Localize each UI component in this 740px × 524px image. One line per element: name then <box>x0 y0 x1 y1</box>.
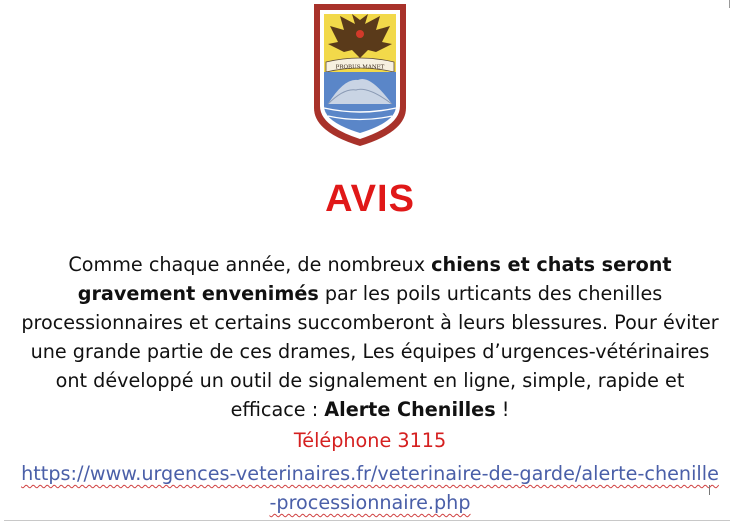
phone-number: Téléphone 3115 <box>293 429 447 452</box>
body-text: Comme chaque année, de nombreux <box>68 253 432 276</box>
notice-body <box>20 250 720 424</box>
body-text: ! <box>495 398 510 421</box>
body-text: par les poils urticants des chenilles processionnaires et certains succomberont à leurs blessures. Pour éviter une grande partie de ces drames, Les équipes d’urgences-vétérinaires ont développé un outil de signalement en ligne, simple, rapide et efficace : <box>21 282 719 421</box>
corner-mark <box>709 485 710 495</box>
corner-mark <box>729 0 730 8</box>
alert-name: Alerte Chenilles <box>324 398 496 421</box>
page-title: AVIS <box>325 178 415 220</box>
alert-link-container <box>20 459 720 517</box>
page-divider <box>4 520 730 521</box>
crest-motto: PROBUS MANET <box>335 64 385 71</box>
alert-link[interactable]: https://www.urgences-veterinaires.fr/veterinaire-de-garde/alerte-chenille-processionnaire.php <box>21 462 719 514</box>
body-emphasis: chiens et chats seront gravement envenimés <box>77 253 672 305</box>
coat-of-arms-logo <box>300 0 420 150</box>
